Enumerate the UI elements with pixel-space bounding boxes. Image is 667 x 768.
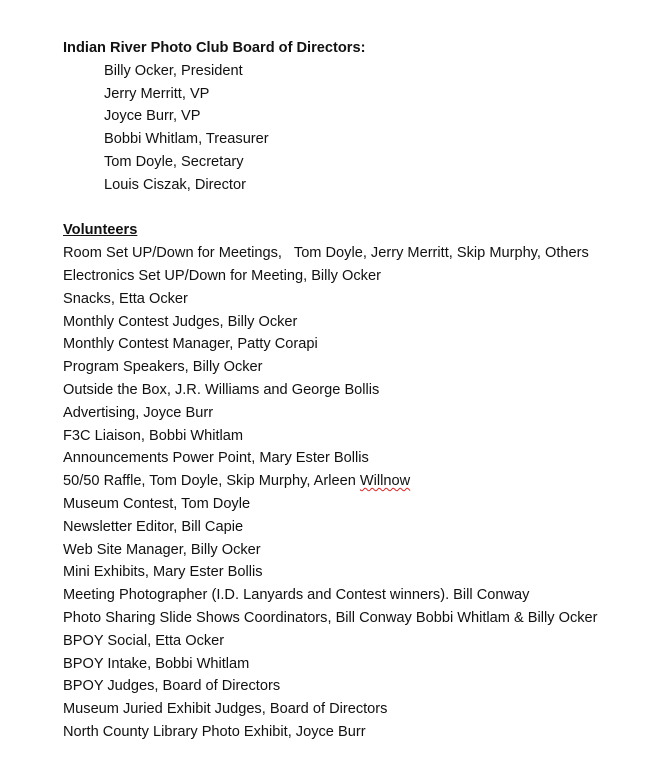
volunteer-item: Museum Juried Exhibit Judges, Board of Directors <box>63 701 388 718</box>
volunteer-item: North County Library Photo Exhibit, Joyce Burr <box>63 723 366 740</box>
volunteer-item: Mini Exhibits, Mary Ester Bollis <box>63 564 263 581</box>
volunteer-item: Newsletter Editor, Bill Capie <box>63 518 244 535</box>
volunteer-item: BPOY Judges, Board of Directors <box>63 678 281 695</box>
volunteer-item: Announcements Power Point, Mary Ester Bollis <box>63 450 369 467</box>
volunteer-item: Meeting Photographer (I.D. Lanyards and Contest winners). Bill Conway <box>63 587 530 604</box>
board-members-list <box>63 60 653 197</box>
volunteer-item: Outside the Box, J.R. Williams and George Bollis <box>63 381 380 398</box>
board-heading: Indian River Photo Club Board of Directors: <box>63 40 366 56</box>
board-member: Bobbi Whitlam, Treasurer <box>104 131 269 148</box>
spellcheck-flagged-word: Willnow <box>359 473 411 490</box>
volunteers-heading: Volunteers <box>63 222 138 239</box>
volunteer-item: F3C Liaison, Bobbi Whitlam <box>63 427 244 444</box>
volunteer-item-raffle <box>63 470 653 493</box>
volunteer-item: Photo Sharing Slide Shows Coordinators, Bill Conway Bobbi Whitlam & Billy Ocker <box>63 609 598 626</box>
volunteer-item: Program Speakers, Billy Ocker <box>63 359 263 376</box>
volunteer-item: Monthly Contest Manager, Patty Corapi <box>63 336 318 353</box>
document-body <box>63 37 653 744</box>
board-member: Joyce Burr, VP <box>104 108 201 125</box>
volunteer-item: Web Site Manager, Billy Ocker <box>63 541 261 558</box>
board-member: Louis Ciszak, Director <box>104 176 246 193</box>
volunteer-item: Museum Contest, Tom Doyle <box>63 495 251 512</box>
volunteer-item-raffle-text: 50/50 Raffle, Tom Doyle, Skip Murphy, Arleen <box>63 473 360 490</box>
volunteers-list <box>63 242 653 744</box>
board-member: Billy Ocker, President <box>104 62 243 79</box>
volunteer-item: Monthly Contest Judges, Billy Ocker <box>63 313 298 330</box>
volunteer-item: Electronics Set UP/Down for Meeting, Billy Ocker <box>63 267 381 284</box>
volunteer-item: BPOY Social, Etta Ocker <box>63 632 225 649</box>
volunteer-item: BPOY Intake, Bobbi Whitlam <box>63 655 250 672</box>
volunteer-item: Advertising, Joyce Burr <box>63 404 214 421</box>
board-member: Jerry Merritt, VP <box>104 85 210 102</box>
volunteer-item: Snacks, Etta Ocker <box>63 290 188 307</box>
board-member: Tom Doyle, Secretary <box>104 153 244 170</box>
section-spacer <box>63 197 653 220</box>
volunteer-item: Room Set UP/Down for Meetings, Tom Doyle, Jerry Merritt, Skip Murphy, Others <box>63 245 589 262</box>
